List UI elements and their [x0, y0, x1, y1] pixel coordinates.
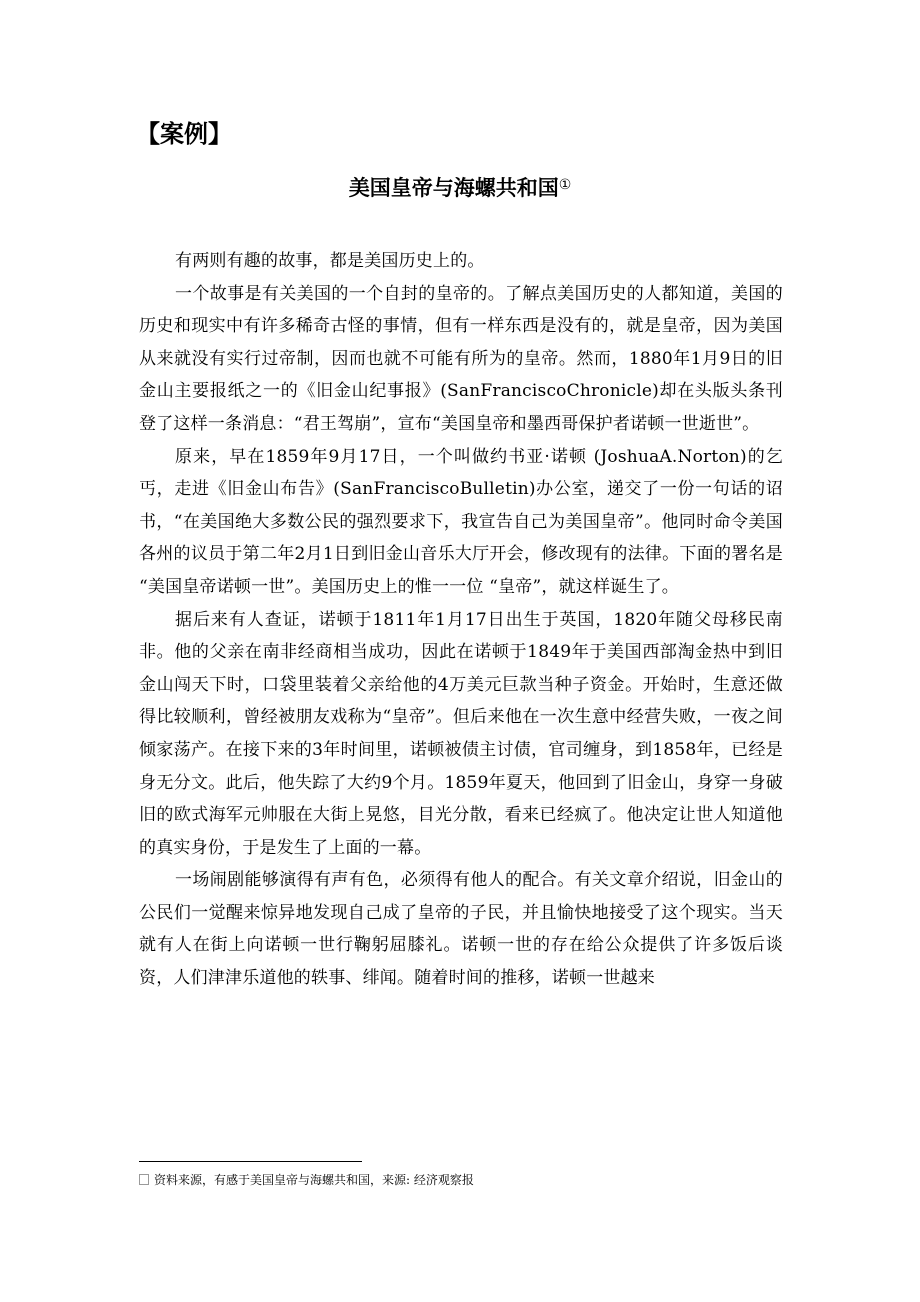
paragraph-background: 据后来有人查证，诺顿于1811年1月17日出生于英国，1820年随父母移民南非。他的父亲在南非经商相当成功，因此在诺顿于1849年于美国西部淘金热中到旧金山闯天下时，口袋里装着父亲给他的4万美元巨款当种子资金。开始时，生意还做得比较顺利，曾经被朋友戏称为“皇帝”。但后来他在一次生意中经营失败，一夜之间倾家荡产。在接下来的3年时间里，诺顿被债主讨债，官司缠身，到1858年，已经是身无分文。此后，他失踪了大约9个月。1859年夏天，他回到了旧金山，身穿一身破旧的欧式海军元帅服在大街上晃悠，目光分散，看来已经疯了。他决定让世人知道他的真实身份，于是发生了上面的一幕。: [139, 609, 783, 858]
document-title-text: 美国皇帝与海螺共和国: [348, 176, 559, 200]
footnote-marker-icon: [139, 1174, 149, 1185]
footnote-text: 资料来源，有感于美国皇帝与海螺共和国，来源: 经济观察报: [154, 1173, 474, 1187]
footnote-reference-mark: ①: [558, 177, 572, 193]
paragraph-proclamation: 原来，早在1859年9月17日，一个叫做约书亚·诺顿 (JoshuaA.Norton)的乞丐，走进《旧金山布告》(SanFranciscoBulletin)办公室，递交了一份一句话的诏书，“在美国绝大多数公民的强烈要求下，我宣告自己为美国皇帝”。他同时命令美国各州的议员于第二年2月1日到旧金山音乐大厅开会，修改现有的法律。下面的署名是 “美国皇帝诺顿一世”。美国历史上的惟一一位 “皇帝”，就这样诞生了。: [139, 446, 783, 597]
footnote: [139, 1170, 474, 1190]
footnote-divider: [139, 1161, 362, 1162]
paragraph-emperor-story: 一个故事是有关美国的一个自封的皇帝的。了解点美国历史的人都知道，美国的历史和现实中有许多稀奇古怪的事情，但有一样东西是没有的，就是皇帝，因为美国从来就没有实行过帝制，因而也就不可能有所为的皇帝。然而，1880年1月9日的旧金山主要报纸之一的《旧金山纪事报》(SanFranciscoChronicle)却在头版头条刊登了这样一条消息：“君王驾崩”，宣布“美国皇帝和墨西哥保护者诺顿一世逝世”。: [139, 283, 783, 434]
article-body: [139, 245, 783, 995]
paragraph-intro: 有两则有趣的故事，都是美国历史上的。: [175, 251, 485, 271]
case-label: 【案例】: [136, 120, 232, 148]
document-title: [0, 168, 920, 205]
paragraph-public-reaction: 一场闹剧能够演得有声有色，必须得有他人的配合。有关文章介绍说，旧金山的公民们一觉醒来惊异地发现自己成了皇帝的子民，并且愉快地接受了这个现实。当天就有人在街上向诺顿一世行鞠躬屈膝礼。诺顿一世的存在给公众提供了许多饭后谈资，人们津津乐道他的轶事、绯闻。随着时间的推移，诺顿一世越来: [139, 870, 783, 989]
